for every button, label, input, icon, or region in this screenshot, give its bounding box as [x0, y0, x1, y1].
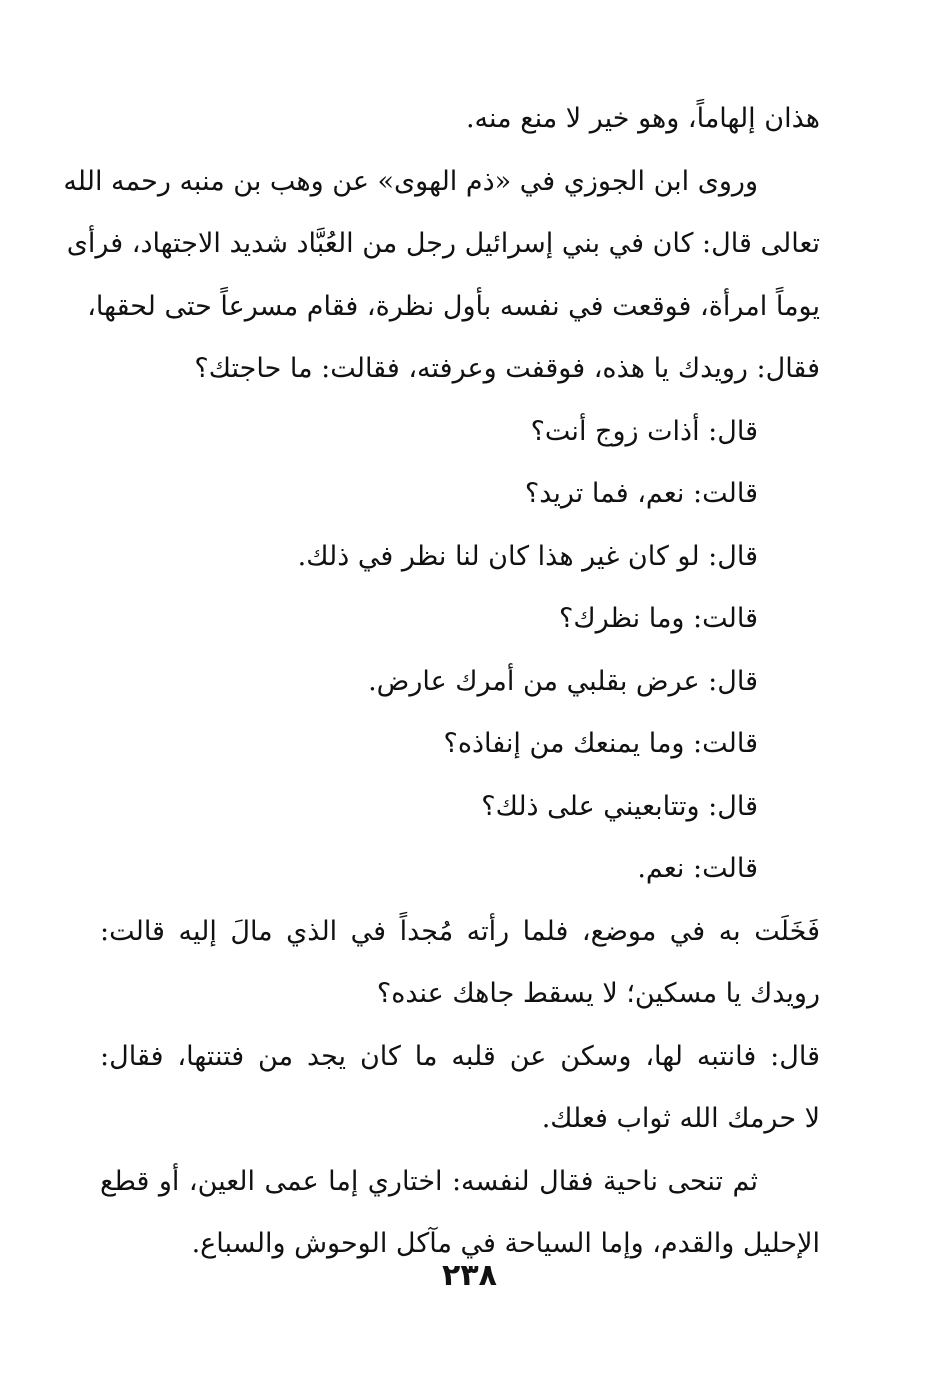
text-line: الإحليل والقدم، وإما السياحة في مآكل الوحوش والسباع. [191, 1228, 820, 1259]
text-line: ثم تنحى ناحية فقال لنفسه: اختاري إما عمى العين، أو قطع [100, 1165, 758, 1197]
dialogue-line: قالت: نعم، فما تريد؟ [524, 478, 758, 509]
page-number: ٢٣٨ [442, 1258, 497, 1293]
text-line: هذان إلهاماً، وهو خير لا منع منه. [465, 103, 820, 134]
dialogue-line: قالت: نعم. [637, 853, 758, 884]
dialogue-line: قالت: وما يمنعك من إنفاذه؟ [443, 728, 758, 759]
dialogue-line: قال: عرض بقلبي من أمرك عارض. [368, 665, 758, 697]
dialogue-line: قال: لو كان غير هذا كان لنا نظر في ذلك. [297, 540, 758, 572]
text-line: تعالى قال: كان في بني إسرائيل رجل من العُبَّاد شديد الاجتهاد، فرأى [66, 228, 820, 259]
text-line: لا حرمك الله ثواب فعلك. [541, 1103, 820, 1134]
text-line: وروى ابن الجوزي في «ذم الهوى» عن وهب بن منبه رحمه الله [63, 165, 758, 197]
text-line: يوماً امرأة، فوقعت في نفسه بأول نظرة، فقام مسرعاً حتى لحقها، [87, 290, 820, 322]
text-line: قال: فانتبه لها، وسكن عن قلبه ما كان يجد من فتنتها، فقال: [100, 1040, 820, 1072]
dialogue-line: قالت: وما نظرك؟ [558, 603, 758, 634]
dialogue-line: قال: وتتابعيني على ذلك؟ [481, 790, 758, 822]
text-line: رويدك يا مسكين؛ لا يسقط جاهك عنده؟ [376, 978, 820, 1009]
text-line: فقال: رويدك يا هذه، فوقفت وعرفته، فقالت: ما حاجتك؟ [194, 353, 820, 384]
body-text [63, 88, 820, 1276]
text-line: فَخَلَت به في موضع، فلما رأته مُجداً في الذي مالَ إليه قالت: [100, 915, 820, 947]
dialogue-line: قال: أذات زوج أنت؟ [530, 415, 758, 447]
